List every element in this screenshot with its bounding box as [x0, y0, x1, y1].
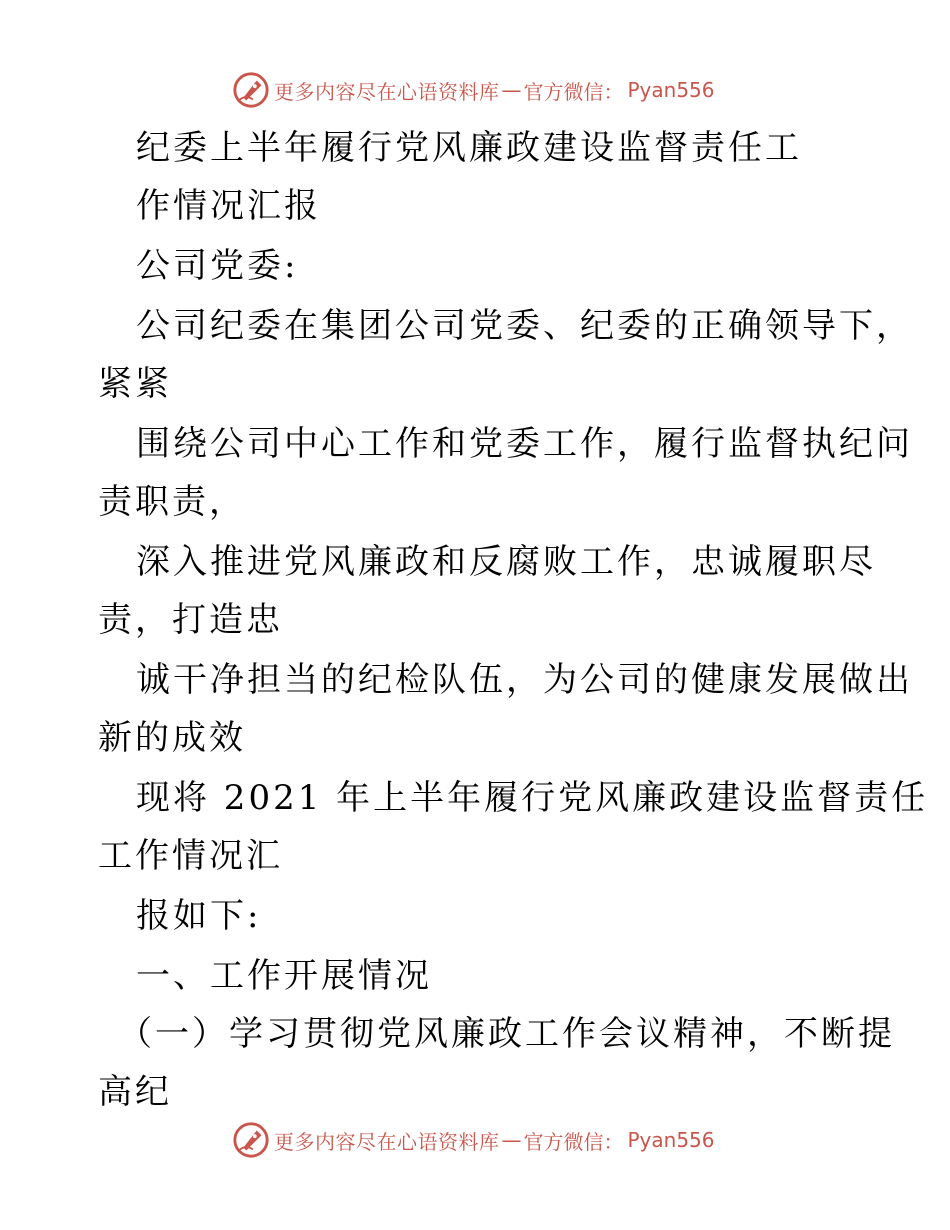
header-watermark: [232, 70, 715, 110]
watermark-dash: —: [501, 78, 522, 102]
watermark-dash: —: [501, 1128, 522, 1152]
doc-paragraph-line: 报如下:: [136, 896, 262, 936]
doc-title-line-1: 纪委上半年履行党风廉政建设监督责任工: [136, 128, 802, 168]
footer-watermark: [232, 1120, 715, 1160]
doc-paragraph-line: 深入推进党风廉政和反腐败工作，忠诚履职尽: [136, 542, 876, 582]
pen-nib-logo-icon: [232, 1121, 270, 1159]
watermark-wechat-id: Pyan556: [627, 1128, 715, 1152]
watermark-brand-text: 更多内容尽在心语资料库: [274, 1129, 500, 1154]
doc-section-heading: 一、工作开展情况: [136, 956, 432, 996]
doc-paragraph-line: 高纪: [98, 1072, 172, 1112]
doc-paragraph-line: 责，打造忠: [98, 600, 283, 640]
watermark-wechat-id: Pyan556: [627, 78, 715, 102]
doc-paragraph-line: 围绕公司中心工作和党委工作，履行监督执纪问: [136, 424, 913, 464]
doc-paragraph-line: 现将 2021 年上半年履行党风廉政建设监督责任: [136, 778, 929, 818]
doc-paragraph-line: 紧紧: [98, 364, 172, 404]
doc-paragraph-line: 责职责，: [98, 482, 246, 522]
watermark-wechat-label: 官方微信：: [523, 1129, 624, 1154]
doc-paragraph-line: 新的成效: [98, 718, 246, 758]
pen-nib-logo-icon: [232, 71, 270, 109]
doc-paragraph-line: 公司纪委在集团公司党委、纪委的正确领导下，: [136, 306, 913, 346]
watermark-wechat-label: 官方微信：: [523, 79, 624, 104]
doc-subsection-heading: （一）学习贯彻党风廉政工作会议精神，不断提: [118, 1014, 895, 1054]
doc-paragraph-line: 诚干净担当的纪检队伍，为公司的健康发展做出: [136, 660, 913, 700]
doc-paragraph-line: 工作情况汇: [98, 836, 283, 876]
watermark-brand-text: 更多内容尽在心语资料库: [274, 79, 500, 104]
doc-salutation: 公司党委:: [136, 246, 299, 286]
doc-title-line-2: 作情况汇报: [136, 186, 321, 226]
